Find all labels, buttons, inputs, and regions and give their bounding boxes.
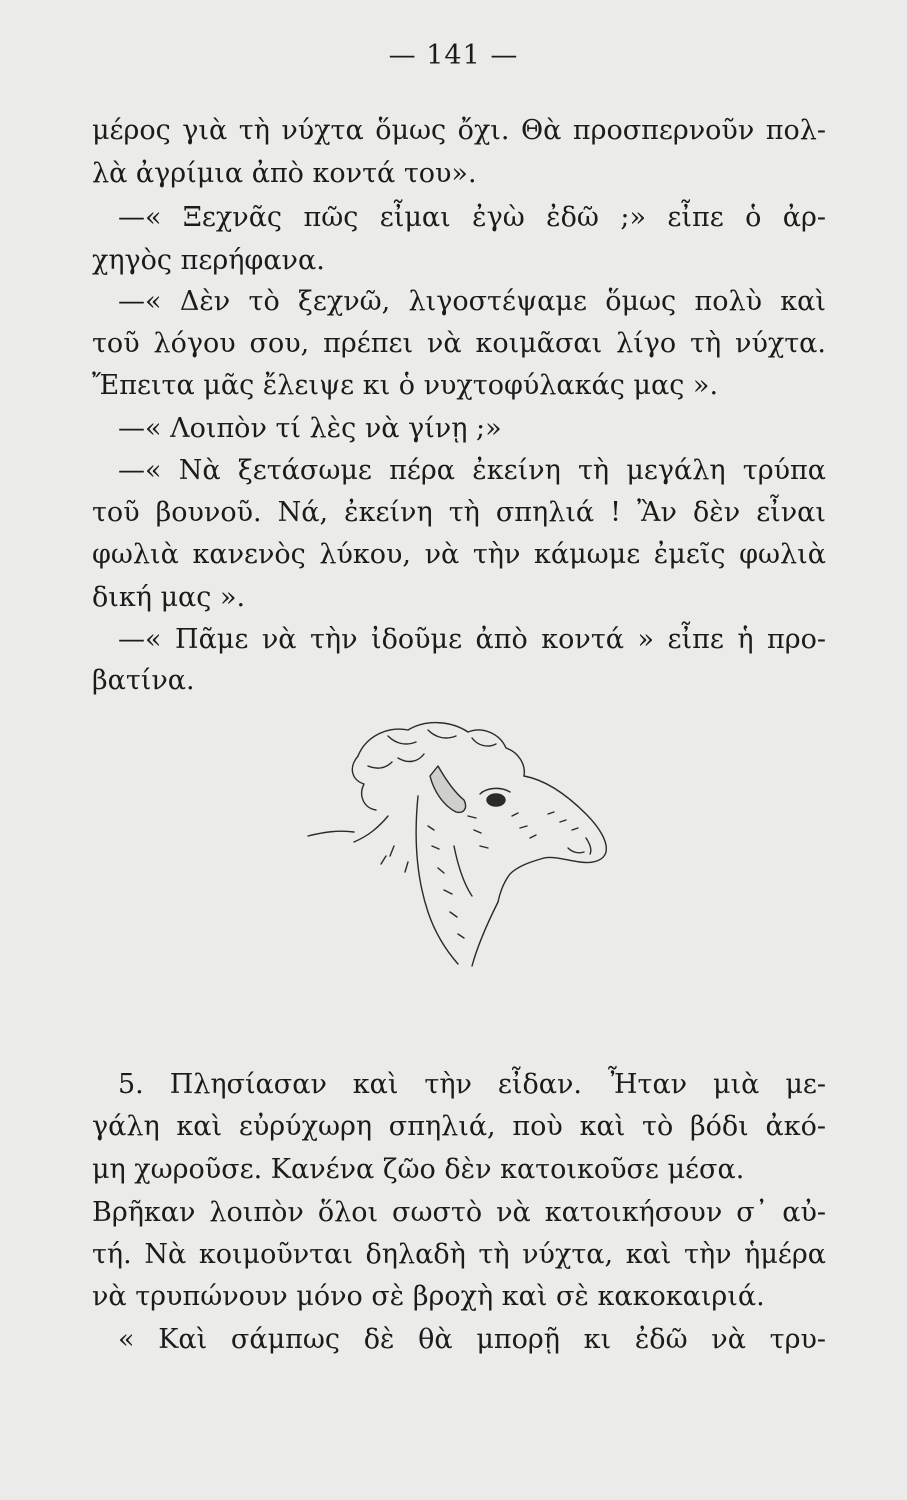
text-line: 5. Πλησίασαν καὶ τὴν εἶδαν. Ἦταν μιὰ με-	[118, 1069, 826, 1100]
text-line: Βρῆκαν λοιπὸν ὅλοι σωστὸ νὰ κατοικήσουν σ᾽ αὐ-	[92, 1197, 826, 1228]
text-line: γάλη καὶ εὐρύχωρη σπηλιά, ποὺ καὶ τὸ βόδι ἀκό-	[92, 1111, 826, 1142]
text-line: —« Πᾶμε νὰ τὴν ἰδοῦμε ἀπὸ κοντά » εἶπε ἡ προ-	[118, 624, 826, 655]
text-line: νὰ τρυπώνουν μόνο σὲ βροχὴ καὶ σὲ κακοκαιριά.	[92, 1281, 765, 1312]
text-line: —« Δὲν τὸ ξεχνῶ, λιγοστέψαμε ὅμως πολὺ καὶ	[118, 286, 826, 317]
text-line: λὰ ἀγρίμια ἀπὸ κοντά του».	[92, 158, 477, 189]
text-line: δική μας ».	[92, 582, 246, 613]
text-line: μη χωροῦσε. Κανένα ζῶο δὲν κατοικοῦσε μέσα.	[92, 1154, 745, 1185]
text-line: —« Νὰ ξετάσωμε πέρα ἐκείνη τὴ μεγάλη τρύπα	[118, 455, 826, 486]
sheep-head-illustration	[268, 696, 628, 996]
text-line: —« Ξεχνᾶς πῶς εἶμαι ἐγὼ ἐδῶ ;» εἶπε ὁ ἀρ-	[118, 202, 826, 233]
text-line: « Καὶ σάμπως δὲ θὰ μπορῇ κι ἐδῶ νὰ τρυ-	[118, 1324, 826, 1355]
text-line: —« Λοιπὸν τί λὲς νὰ γίνῃ ;»	[118, 413, 502, 444]
text-line: τοῦ βουνοῦ. Νά, ἐκείνη τὴ σπηλιά ! Ἂν δὲν εἶναι	[92, 497, 826, 528]
text-line: μέρος γιὰ τὴ νύχτα ὅμως ὄχι. Θὰ προσπερνοῦν πολ-	[92, 115, 826, 146]
text-line: Ἔπειτα μᾶς ἔλειψε κι ὁ νυχτοφύλακάς μας ».	[92, 370, 719, 401]
text-line: τή. Νὰ κοιμοῦνται δηλαδὴ τὴ νύχτα, καὶ τὴν ἡμέρα	[92, 1239, 826, 1270]
text-line: βατίνα.	[92, 665, 195, 696]
text-line: τοῦ λόγου σου, πρέπει νὰ κοιμᾶσαι λίγο τὴ νύχτα.	[92, 328, 826, 359]
page-number: — 141 —	[388, 40, 519, 71]
text-line: φωλιὰ κανενὸς λύκου, νὰ τὴν κάμωμε ἐμεῖς φωλιὰ	[92, 539, 826, 570]
text-line: χηγὸς περήφανα.	[92, 245, 325, 276]
